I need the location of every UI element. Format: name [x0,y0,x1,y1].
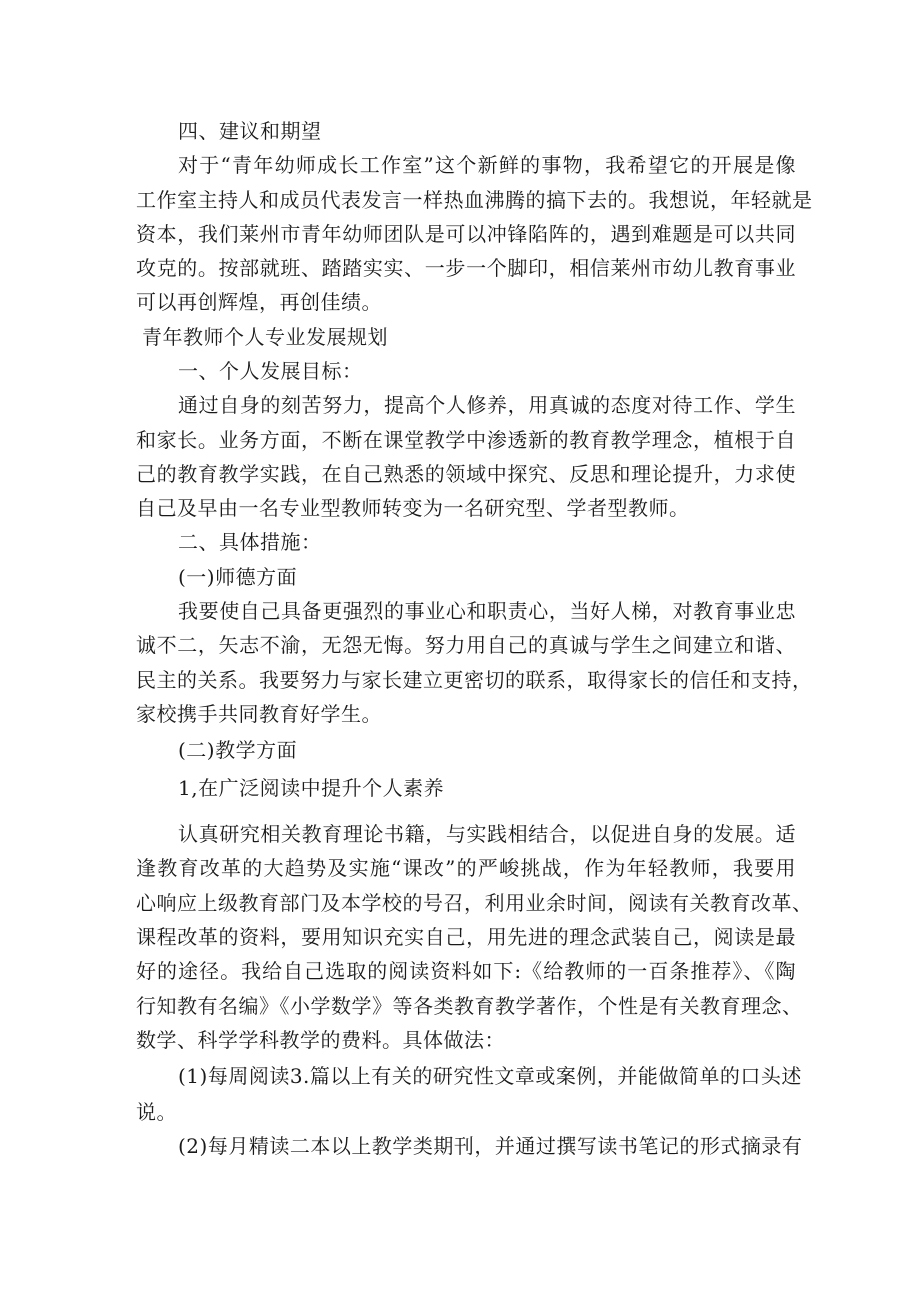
paragraph-line: 逢教育改革的大趋势及实施“课改”的严峻挑战，作为年轻教师，我要用 [136,856,796,880]
paragraph-line: 己的教育教学实践，在自己熟悉的领域中探究、反思和理论提升，力求使 [136,462,796,486]
paragraph-line: 我要使自己具备更强烈的事业心和职责心，当好人梯，对教育事业忠 [178,599,796,623]
subheading-ethics: (一)师德方面 [178,565,298,589]
paragraph-line: 行知教有名编》《小学数学》等各类教育教学著作，个性是有关教育理念、 [136,994,803,1018]
paragraph-line: 课程改革的资料，要用知识充实自己，用先进的理念武装自己，阅读是最 [136,925,796,949]
paragraph-line: 好的途径。我给自己选取的阅读资料如下:《给教师的一百条推荐》、《陶 [136,959,796,983]
list-item-continuation: 说。 [136,1100,177,1124]
paragraph-line: 家校携手共同教育好学生。 [136,702,382,726]
heading-goals: 一、个人发展目标： [178,359,363,383]
subheading-teaching: (二)教学方面 [178,738,298,762]
heading-measures: 二、具体措施： [178,530,322,554]
paragraph-line: 资本，我们莱州市青年幼师团队是可以冲锋陷阵的，遇到难题是可以共同 [136,222,796,246]
paragraph-line: 和家长。业务方面，不断在课堂教学中渗透新的教育教学理念，植根于自 [136,428,796,452]
heading-suggestions: 四、建议和期望 [178,119,322,143]
section-title: 青年教师个人专业发展规划 [142,325,388,349]
paragraph-line: 通过自身的刻苦努力，提高个人修养，用真诚的态度对待工作、学生 [178,393,796,417]
subheading-reading: 1,在广泛阅读中提升个人素养 [178,776,445,800]
paragraph-line: 攻克的。按部就班、踏踏实实、一步一个脚印，相信莱州市幼儿教育事业 [136,256,796,280]
paragraph-line: 工作室主持人和成员代表发言一样热血沸腾的搞下去的。我想说，年轻就是 [136,188,813,212]
paragraph-line: 对于“青年幼师成长工作室”这个新鲜的事物，我希望它的开展是像 [178,153,796,177]
paragraph-line: 可以再创辉煌，再创佳绩。 [136,290,382,314]
paragraph-line: 民主的关系。我要努力与家长建立更密切的联系，取得家长的信任和支持， [136,668,813,692]
paragraph-line: 诚不二，矢志不渝，无怨无悔。努力用自己的真诚与学生之间建立和谐、 [136,633,796,657]
list-item: (1)每周阅读3.篇以上有关的研究性文章或案例，并能做简单的口头述 [178,1064,802,1088]
paragraph-line: 自己及早由一名专业型教师转变为一名研究型、学者型教师。 [136,496,690,520]
list-item: (2)每月精读二本以上教学类期刊，并通过撰写读书笔记的形式摘录有 [178,1134,803,1158]
paragraph-line: 心响应上级教育部门及本学校的号召，利用业余时间，阅读有关教育改革、 [136,891,813,915]
paragraph-line: 数学、科学学科教学的费料。具体做法： [136,1028,505,1052]
paragraph-line: 认真研究相关教育理论书籍，与实践相结合，以促进自身的发展。适 [178,822,796,846]
